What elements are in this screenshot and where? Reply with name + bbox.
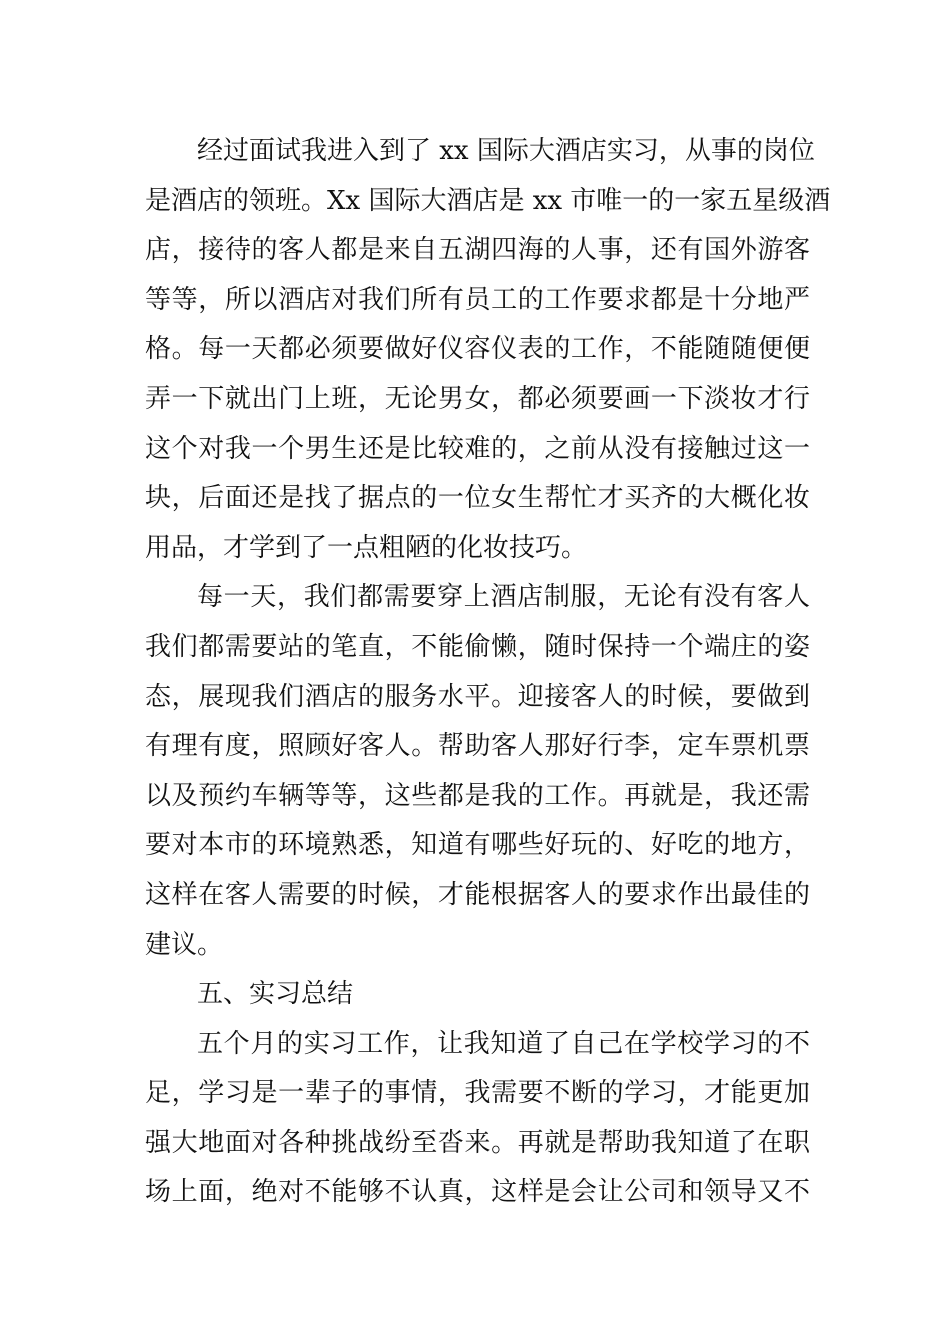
paragraph-line: 块，后面还是找了据点的一位女生帮忙才买齐的大概化妆: [145, 483, 810, 514]
paragraph-line: 强大地面对各种挑战纷至沓来。再就是帮助我知道了在职: [145, 1127, 810, 1158]
paragraph-line: 这个对我一个男生还是比较难的，之前从没有接触过这一: [145, 433, 810, 464]
paragraph-line: 等等，所以酒店对我们所有员工的工作要求都是十分地严: [145, 284, 810, 315]
paragraph-line: 每一天，我们都需要穿上酒店制服，无论有没有客人: [197, 582, 810, 613]
paragraph-line: 店，接待的客人都是来自五湖四海的人事，还有国外游客: [145, 235, 810, 266]
paragraph-line: 建议。: [145, 929, 224, 960]
paragraph-line: 足，学习是一辈子的事情，我需要不断的学习，才能更加: [145, 1078, 810, 1109]
paragraph-line: 经过面试我进入到了 xx 国际大酒店实习，从事的岗位: [197, 136, 815, 166]
paragraph-line: 场上面，绝对不能够不认真，这样是会让公司和领导又不: [145, 1177, 810, 1208]
document-body: [145, 127, 831, 1218]
paragraph-line: 用品，才学到了一点粗陋的化妆技巧。: [145, 532, 588, 563]
paragraph-line: 态，展现我们酒店的服务水平。迎接客人的时候，要做到: [145, 681, 810, 712]
paragraph-daily-duties: [145, 573, 810, 970]
paragraph-line: 要对本市的环境熟悉，知道有哪些好玩的、好吃的地方，: [145, 830, 810, 861]
paragraph-line: 我们都需要站的笔直，不能偷懒，随时保持一个端庄的姿: [145, 631, 810, 662]
paragraph-line: 这样在客人需要的时候，才能根据客人的要求作出最佳的: [145, 879, 810, 910]
paragraph-hotel-intro: [145, 127, 831, 573]
paragraph-line: 是酒店的领班。Xx 国际大酒店是 xx 市唯一的一家五星级酒: [145, 185, 831, 216]
paragraph-line: 弄一下就出门上班，无论男女，都必须要画一下淡妆才行: [145, 383, 810, 414]
paragraph-line: 格。每一天都必须要做好仪容仪表的工作，不能随随便便: [145, 334, 810, 365]
paragraph-line: 以及预约车辆等等，这些都是我的工作。再就是，我还需: [145, 780, 810, 811]
paragraph-line: 五个月的实习工作，让我知道了自己在学校学习的不: [197, 1028, 810, 1059]
section-heading: 五、实习总结: [197, 979, 354, 1010]
section-heading-summary: [145, 970, 810, 1020]
paragraph-line: 有理有度，照顾好客人。帮助客人那好行李，定车票机票: [145, 731, 810, 762]
paragraph-summary: [145, 1020, 810, 1218]
